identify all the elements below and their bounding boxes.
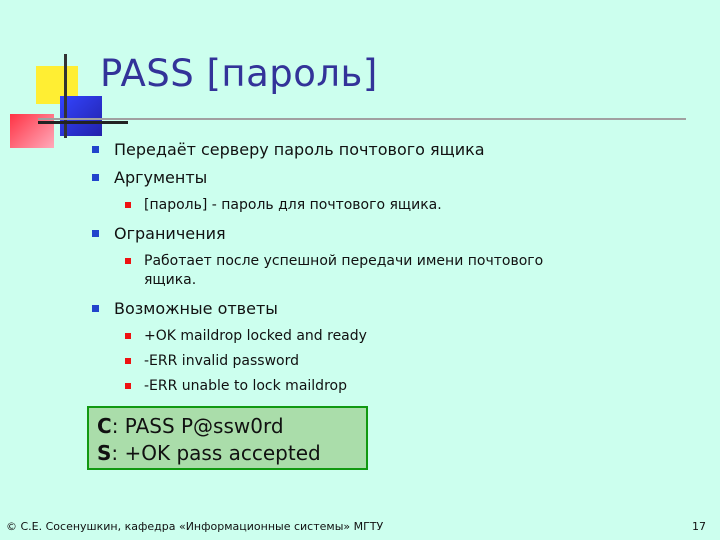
square-bullet-icon (92, 146, 99, 153)
slide-title: PASS [пароль] (100, 52, 378, 95)
sub-bullet-item (90, 352, 690, 371)
bullet-item (90, 140, 690, 159)
square-bullet-icon (125, 202, 131, 208)
square-bullet-icon (125, 258, 131, 264)
sub-bullet-text: +OK maildrop locked and ready (144, 328, 367, 344)
bullet-text: Аргументы (114, 168, 208, 187)
bullet-text: Возможные ответы (114, 299, 278, 318)
sub-bullet-item (90, 327, 690, 346)
sub-bullet-text-cont: ящика. (144, 272, 197, 288)
footer-credit: © С.Е. Сосенушкин, кафедра «Информационные системы» МГТУ (6, 520, 384, 533)
sub-bullet-item (90, 252, 690, 290)
sub-bullet-text: Работает после успешной передачи имени почтового (144, 253, 544, 269)
client-label: C (97, 414, 112, 438)
bullet-item (90, 299, 690, 318)
bullet-text: Ограничения (114, 224, 226, 243)
server-line (97, 440, 358, 467)
square-bullet-icon (92, 174, 99, 181)
footer (6, 520, 712, 533)
square-bullet-icon (92, 230, 99, 237)
square-bullet-icon (125, 383, 131, 389)
sub-bullet-item (90, 377, 690, 396)
square-bullet-icon (92, 305, 99, 312)
example-box (87, 406, 368, 470)
decor-underline-accent (38, 121, 128, 124)
server-text: : +OK pass accepted (111, 441, 321, 465)
title-underline (38, 118, 686, 120)
client-text: : PASS P@ssw0rd (111, 414, 284, 438)
client-line (97, 413, 358, 440)
server-label: S (97, 441, 112, 465)
bullet-item (90, 168, 690, 187)
decor-vertical-line (64, 54, 67, 138)
bullet-text: Передаёт серверу пароль почтового ящика (114, 140, 485, 159)
square-bullet-icon (125, 358, 131, 364)
square-bullet-icon (125, 333, 131, 339)
bullet-item (90, 224, 690, 243)
sub-bullet-text: [пароль] - пароль для почтового ящика. (144, 197, 442, 213)
page-number: 17 (692, 520, 706, 533)
sub-bullet-item (90, 196, 690, 215)
sub-bullet-text: -ERR unable to lock maildrop (144, 378, 347, 394)
sub-bullet-text: -ERR invalid password (144, 353, 300, 369)
bullet-list (90, 140, 690, 396)
